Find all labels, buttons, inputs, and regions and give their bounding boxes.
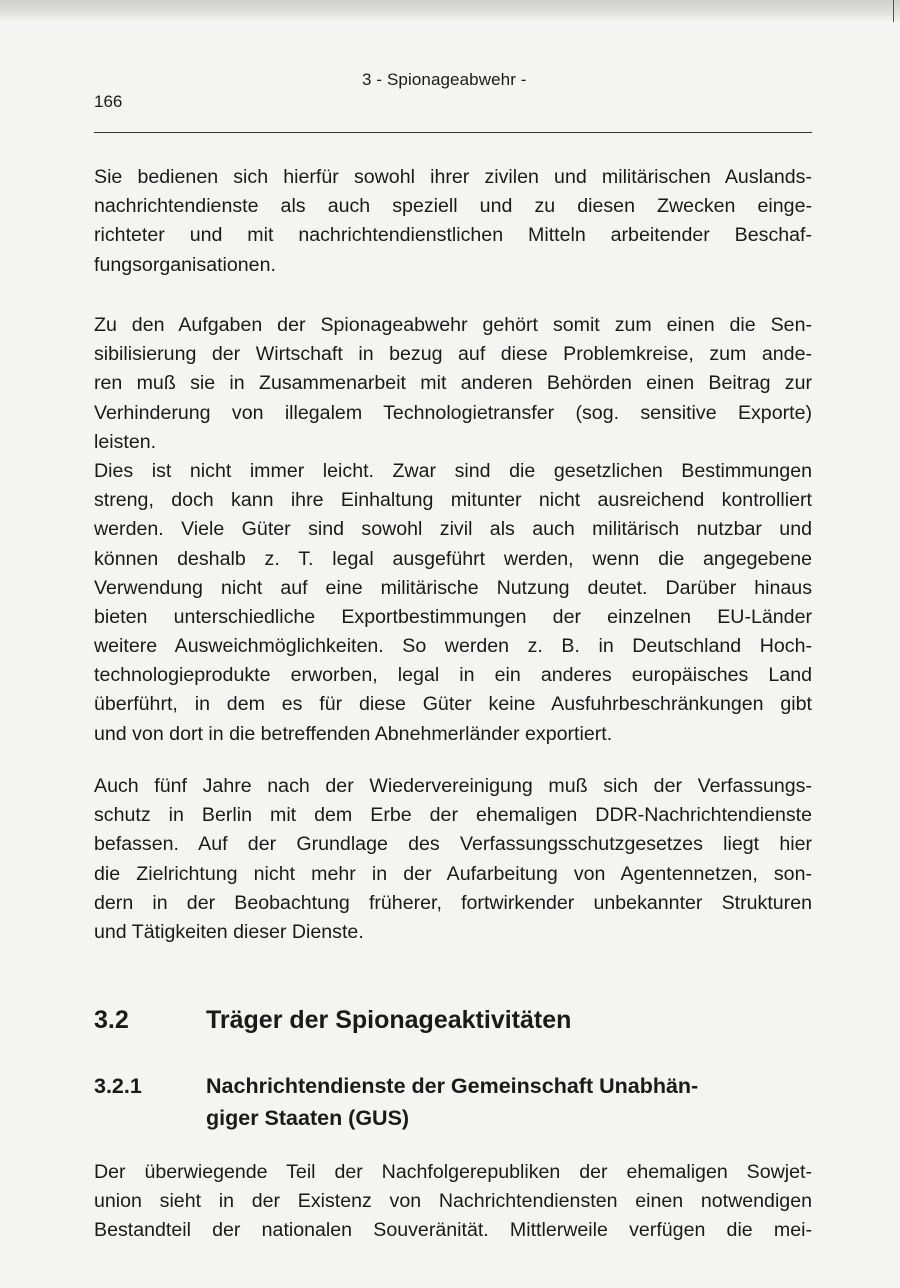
text-line: Bestandteil der nationalen Souveränität. Mittlerweile verfügen die mei- [94, 1219, 812, 1242]
section-number: 3.2 [94, 1006, 129, 1034]
text-line: die Zielrichtung nicht mehr in der Aufarbeitung von Agentennetzen, son- [94, 862, 812, 885]
section-title: Träger der Spionageaktivitäten [206, 1006, 572, 1034]
paragraph-4 [94, 1158, 812, 1246]
text-line: befassen. Auf der Grundlage des Verfassungsschutzgesetzes liegt hier [94, 833, 812, 856]
text-line: bieten unterschiedliche Exportbestimmungen der einzelnen EU-Länder [94, 605, 812, 628]
text-line: sibilisierung der Wirtschaft in bezug auf diese Problemkreise, zum ande- [94, 343, 812, 366]
subsection-title [206, 1070, 806, 1134]
scan-edge-mark [893, 0, 894, 22]
text-line: fungsorganisationen. [94, 253, 276, 276]
running-head: 3 - Spionageabwehr - [362, 70, 527, 89]
text-line: werden. Viele Güter sind sowohl zivil als auch militärisch nutzbar und [94, 518, 812, 541]
scan-shadow [0, 0, 900, 22]
subsection-title-line: Nachrichtendienste der Gemeinschaft Unabhän- [206, 1074, 699, 1098]
text-line: Zu den Aufgaben der Spionageabwehr gehört somit zum einen die Sen- [94, 314, 812, 336]
text-line: können deshalb z. T. legal ausgeführt werden, wenn die angegebene [94, 547, 812, 570]
text-line: Dies ist nicht immer leicht. Zwar sind die gesetzlichen Bestimmungen [94, 459, 812, 482]
text-line: leisten. [94, 430, 157, 453]
text-line: Der überwiegende Teil der Nachfolgerepubliken der ehemaligen Sowjet- [94, 1161, 812, 1183]
text-line: richteter und mit nachrichtendienstlichen Mitteln arbeitender Beschaf- [94, 224, 812, 247]
text-line: nachrichtendienste als auch speziell und zu diesen Zwecken einge- [94, 195, 812, 218]
text-line: streng, doch kann ihre Einhaltung mitunter nicht ausreichend kontrolliert [94, 489, 812, 512]
paragraph-3 [94, 772, 812, 947]
text-line: ren muß sie in Zusammenarbeit mit anderen Behörden einen Beitrag zur [94, 372, 812, 395]
text-line: und von dort in die betreffenden Abnehmerländer exportiert. [94, 722, 613, 745]
text-line: Verhinderung von illegalem Technologietransfer (sog. sensitive Exporte) [94, 401, 812, 424]
text-line: dern in der Beobachtung früherer, fortwirkender unbekannter Strukturen [94, 891, 812, 914]
text-line: überführt, in dem es für diese Güter keine Ausfuhrbeschränkungen gibt [94, 693, 812, 716]
text-line: Auch fünf Jahre nach der Wiedervereinigung muß sich der Verfassungs- [94, 775, 812, 797]
subsection-title-line: giger Staaten (GUS) [206, 1106, 410, 1130]
paragraph-2 [94, 311, 812, 749]
text-line: und Tätigkeiten dieser Dienste. [94, 920, 364, 943]
text-line: union sieht in der Existenz von Nachrichtendiensten einen notwendigen [94, 1190, 812, 1213]
text-line: technologieprodukte erworben, legal in ein anderes europäisches Land [94, 664, 812, 687]
text-line: Verwendung nicht auf eine militärische Nutzung deutet. Darüber hinaus [94, 576, 812, 599]
subsection-number: 3.2.1 [94, 1074, 142, 1098]
paragraph-1 [94, 163, 812, 280]
text-line: Sie bedienen sich hierfür sowohl ihrer zivilen und militärischen Auslands- [94, 166, 812, 188]
header-rule [94, 132, 812, 133]
page-number: 166 [94, 92, 123, 111]
text-line: weitere Ausweichmöglichkeiten. So werden z. B. in Deutschland Hoch- [94, 635, 812, 658]
text-line: schutz in Berlin mit dem Erbe der ehemaligen DDR-Nachrichtendienste [94, 804, 812, 827]
